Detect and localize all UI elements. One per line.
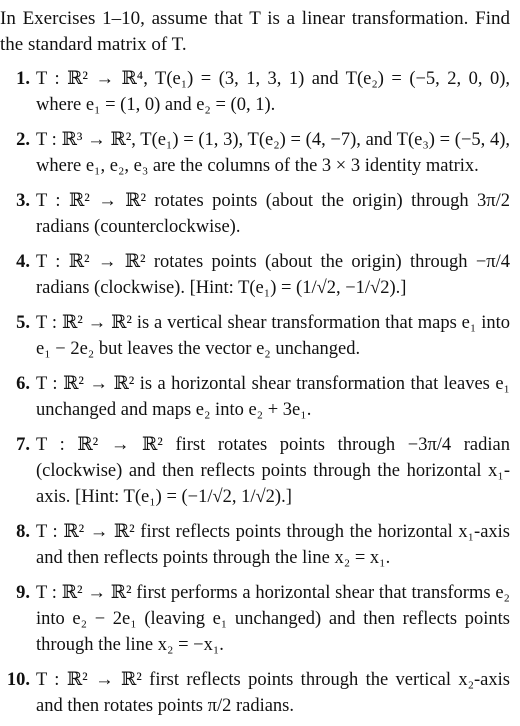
exercise-9	[0, 580, 510, 658]
exercise-number: 4.	[16, 252, 30, 272]
exercise-text: T : ℝ² → ℝ² is a horizontal shear transformation that leaves e₁ unchanged and maps e₂ into e₂ + 3e₁.	[36, 374, 510, 420]
exercise-text: T : ℝ² → ℝ² is a vertical shear transformation that maps e₁ into e₁ − 2e₂ but leaves the vector e₂ unchanged.	[36, 313, 510, 359]
exercise-text: T : ℝ² → ℝ⁴, T(e₁) = (3, 1, 3, 1) and T(e₂) = (−5, 2, 0, 0), where e₁ = (1, 0) and e₂ = (0, 1).	[36, 69, 510, 115]
exercise-8	[0, 519, 510, 571]
exercise-6	[0, 371, 510, 423]
exercise-5	[0, 310, 510, 362]
exercise-number: 7.	[16, 435, 30, 455]
exercise-1	[0, 66, 510, 118]
exercise-number: 5.	[16, 313, 30, 333]
exercise-text: T : ℝ³ → ℝ², T(e₁) = (1, 3), T(e₂) = (4, −7), and T(e₃) = (−5, 4), where e₁, e₂, e₃ are the columns of the 3 × 3 identity matrix.	[36, 130, 510, 176]
exercise-4	[0, 249, 510, 301]
exercise-text: T : ℝ² → ℝ² first reflects points through the vertical x₂-axis and then rotates points π/2 radians.	[36, 670, 510, 716]
exercise-number: 6.	[16, 374, 30, 394]
exercise-number: 1.	[16, 69, 30, 89]
exercise-number: 8.	[16, 522, 30, 542]
exercise-number: 2.	[16, 130, 30, 150]
exercise-7	[0, 432, 510, 510]
exercise-text: T : ℝ² → ℝ² first reflects points through the horizontal x₁-axis and then reflects points through the line x₂ = x₁.	[36, 522, 510, 568]
exercise-text: T : ℝ² → ℝ² rotates points (about the origin) through 3π/2 radians (counterclockwise).	[36, 191, 510, 237]
exercise-text: T : ℝ² → ℝ² first rotates points through −3π/4 radian (clockwise) and then reflects points through the horizontal x₁-axis. [Hint: T(e₁) = (−1/√2, 1/√2).]	[36, 435, 510, 507]
exercise-list	[0, 66, 510, 719]
exercise-3	[0, 188, 510, 240]
exercise-10	[0, 667, 510, 719]
exercise-text: T : ℝ² → ℝ² rotates points (about the origin) through −π/4 radians (clockwise). [Hint: T(e₁) = (1/√2, −1/√2).]	[36, 252, 510, 298]
exercise-number: 9.	[16, 583, 30, 603]
exercise-number: 10.	[6, 670, 30, 690]
exercise-text: T : ℝ² → ℝ² first performs a horizontal shear that transforms e₂ into e₂ − 2e₁ (leaving e₁ unchanged) and then reflects points through the line x₂ = −x₁.	[36, 583, 510, 655]
exercise-number: 3.	[16, 191, 30, 211]
exercise-2	[0, 127, 510, 179]
exercise-instructions: In Exercises 1–10, assume that T is a linear transformation. Find the standard matrix of T.	[0, 8, 510, 55]
